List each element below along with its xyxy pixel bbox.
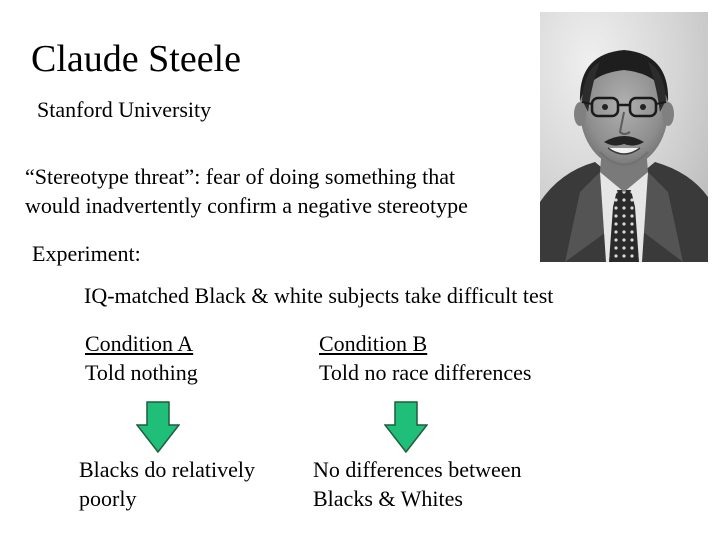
experiment-label: Experiment: [32,241,141,266]
result-a [79,455,255,513]
result-b-line-1: No differences between [313,457,522,482]
result-a-line-1: Blacks do relatively [79,457,255,482]
definition [25,162,468,220]
down-arrow-icon [384,401,428,453]
condition-b-heading: Condition B [319,331,428,356]
result-b-line-2: Blacks & Whites [313,486,463,511]
portrait-photo [540,12,708,262]
definition-line-2: would inadvertently confirm a negative stereotype [25,193,468,218]
condition-a [85,329,198,387]
definition-line-1: “Stereotype threat”: fear of doing something that [25,164,456,189]
affiliation: Stanford University [37,97,212,122]
down-arrow-icon [136,401,180,453]
experiment-description: IQ-matched Black & white subjects take difficult test [84,283,554,308]
slide-title: Claude Steele [31,38,241,80]
condition-b [319,329,531,387]
condition-a-text: Told nothing [85,360,198,385]
result-b [313,455,522,513]
result-a-line-2: poorly [79,486,137,511]
condition-a-heading: Condition A [85,331,194,356]
condition-b-text: Told no race differences [319,360,532,385]
